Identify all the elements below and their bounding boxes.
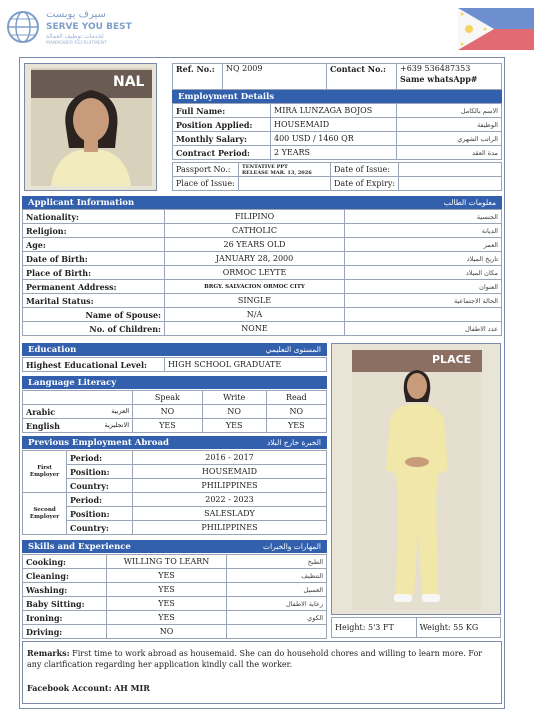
applicant-row: Date of Birth: JANUARY 28, 2000 تاريخ الميلاد xyxy=(23,252,502,266)
passport-table xyxy=(172,162,502,191)
applicant-row: Religion: CATHOLIC الديانة xyxy=(23,224,502,238)
skill-row: Baby Sitting: YES رعاية الاطفال xyxy=(23,597,327,611)
photo-banner-text: NAL xyxy=(113,74,145,90)
portrait-figure xyxy=(31,68,152,186)
previous-employment-header xyxy=(22,436,327,449)
logo-subtitle-ar: لخدمات توظيف العمالة xyxy=(46,33,104,40)
full-body-photo xyxy=(331,343,501,615)
ref-value: NQ 2009 xyxy=(223,64,327,90)
applicant-row: Place of Birth: ORMOC LEYTE مكان الميلاد xyxy=(23,266,502,280)
weight-value: Weight: 55 KG xyxy=(416,618,500,638)
skills-table xyxy=(22,554,327,639)
measurements-table xyxy=(331,617,501,638)
passport-value-line2: RELEASE MAR. 13, 2026 xyxy=(242,169,312,176)
passport-label: Passport No.: xyxy=(173,163,239,177)
applicant-header-ar: معلومات الطالب xyxy=(443,198,496,207)
applicant-row: Age: 26 YEARS OLD العمر xyxy=(23,238,502,252)
previous-header-ar: الخبرة خارج البلاد xyxy=(266,438,321,447)
full-photo-banner-text: PLACE xyxy=(432,353,472,366)
logo-name: SERVE YOU BEST xyxy=(46,22,132,32)
education-header-ar: المستوى التعليمي xyxy=(265,345,321,354)
ref-label: Ref. No.: xyxy=(173,64,223,90)
applicant-row: Permanent Address: BRGY. SALVACION ORMOC CITY العنوان xyxy=(23,280,502,294)
contact-note: Same whatsApp# xyxy=(400,74,478,84)
education-header-title: Education xyxy=(28,344,77,355)
employment-row: Contract Period: 2 YEARS مدة العقد xyxy=(173,146,502,160)
place-issue-value xyxy=(239,177,331,191)
skill-row: Washing: YES الغسيل xyxy=(23,583,327,597)
skills-header xyxy=(22,540,327,553)
previous-employment-table: First Employer Period: 2016 - 2017 Position: HOUSEMAID Country: PHILIPPINES Second Employer Period: 2022 - 2023 Position: SALESLADY Country: PHILIPPINES xyxy=(22,450,327,535)
skill-row: Ironing: YES الكوي xyxy=(23,611,327,625)
applicant-row: Name of Spouse: N/A xyxy=(23,308,502,322)
language-header xyxy=(22,376,327,389)
employment-row: Position Applied: HOUSEMAID الوظيفة xyxy=(173,118,502,132)
education-table xyxy=(22,357,327,372)
expiry-date-value xyxy=(399,177,502,191)
applicant-header-title: Applicant Information xyxy=(28,197,135,208)
language-row: Arabic العربية NO NO NO xyxy=(23,405,327,419)
facebook-label: Facebook Account: xyxy=(27,683,112,693)
portrait-photo xyxy=(24,63,157,191)
employer-row: First Employer Period: 2016 - 2017 xyxy=(23,451,327,465)
education-header xyxy=(22,343,327,356)
expiry-date-label: Date of Expiry: xyxy=(331,177,399,191)
language-table xyxy=(22,390,327,433)
skill-row: Cleaning: YES التنظيف xyxy=(23,569,327,583)
employment-row: Monthly Salary: 400 USD / 1460 QR الراتب الشهري xyxy=(173,132,502,146)
logo-subtitle-en: MANPOWER RECRUITMENT xyxy=(46,41,107,46)
employment-row: Full Name: MIRA LUNZAGA BOJOS الاسم بالكامل xyxy=(173,104,502,118)
applicant-header xyxy=(22,196,502,209)
contact-value: +639 536487353 xyxy=(400,64,471,73)
language-col-read: Read xyxy=(266,391,326,405)
employment-header xyxy=(172,90,502,103)
full-body-figure xyxy=(352,350,482,610)
passport-value-line1: TENTATIVE PPT xyxy=(242,163,288,170)
language-header-title: Language Literacy xyxy=(28,377,117,388)
skill-row: Driving: NO xyxy=(23,625,327,639)
issue-date-label: Date of Issue: xyxy=(331,163,399,177)
previous-header-title: Previous Employment Abroad xyxy=(28,437,169,448)
applicant-row: No. of Children: NONE عدد الاطفال xyxy=(23,322,502,336)
language-row: English الانجليزية YES YES YES xyxy=(23,419,327,433)
employer-row: Second Employer Period: 2022 - 2023 xyxy=(23,493,327,507)
logo-arabic: سيرف يوبست xyxy=(46,9,106,20)
skills-header-title: Skills and Experience xyxy=(28,541,131,552)
remarks-label: Remarks: xyxy=(27,648,70,658)
philippines-flag-icon xyxy=(458,8,534,50)
education-value: HIGH SCHOOL GRADUATE xyxy=(165,358,327,372)
remarks-box xyxy=(22,641,502,704)
ref-contact-row xyxy=(172,63,502,90)
issue-date-value xyxy=(399,163,502,177)
height-value: Height: 5'3 FT xyxy=(332,618,417,638)
language-col-write: Write xyxy=(202,391,266,405)
company-logo xyxy=(6,8,136,48)
contact-label: Contact No.: xyxy=(327,64,397,90)
remarks-text: First time to work abroad as housemaid. She can do household chores and willing to learn more. For any clarification regarding her application kindly call the worker. xyxy=(27,649,483,669)
employment-header-title: Employment Details xyxy=(178,91,275,102)
skills-header-ar: المهارات والخبرات xyxy=(263,542,321,551)
education-label: Highest Educational Level: xyxy=(23,358,165,372)
applicant-table xyxy=(22,209,502,336)
skill-row: Cooking: WILLING TO LEARN الطبخ xyxy=(23,555,327,569)
applicant-row: Marital Status: SINGLE الحالة الاجتماعية xyxy=(23,294,502,308)
place-issue-label: Place of Issue: xyxy=(173,177,239,191)
facebook-value: AH MIR xyxy=(114,683,150,693)
globe-logo-icon xyxy=(6,10,40,44)
language-col-speak: Speak xyxy=(133,391,203,405)
applicant-row: Nationality: FILIPINO الجنسية xyxy=(23,210,502,224)
employment-table xyxy=(172,103,502,160)
